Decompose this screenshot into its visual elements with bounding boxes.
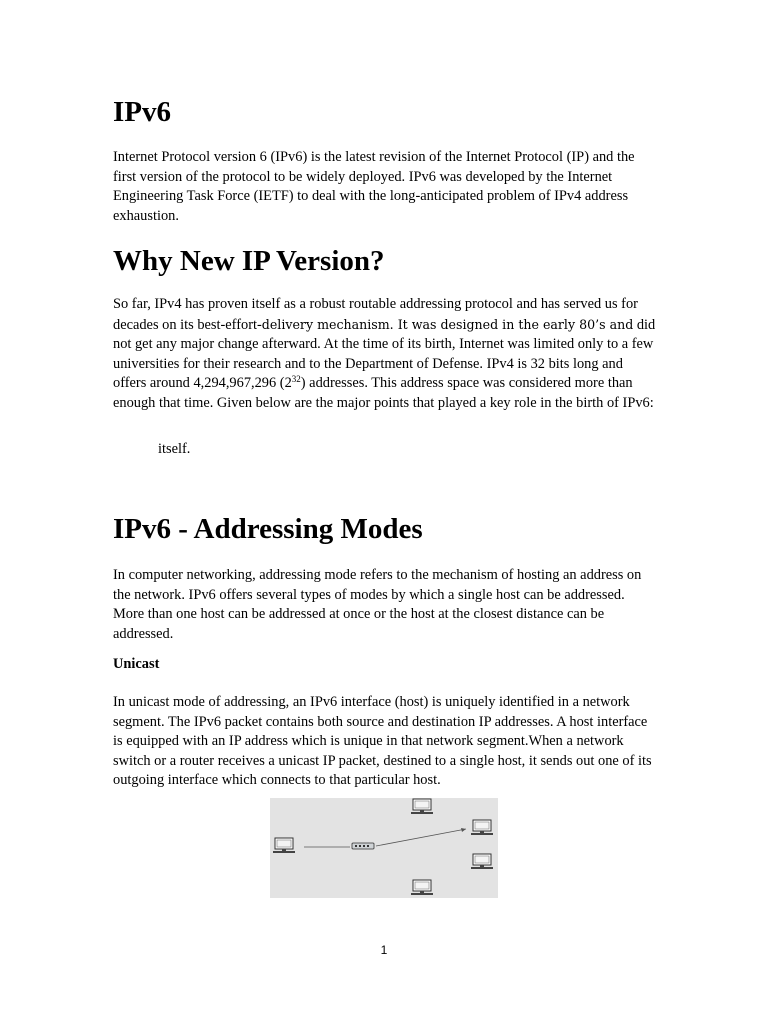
exponent: 32 — [291, 374, 301, 384]
unicast-diagram-svg — [270, 798, 498, 898]
why-new-paragraph — [113, 295, 658, 413]
arrow-head-icon — [461, 828, 466, 832]
unicast-diagram — [270, 798, 498, 898]
computer-icon — [411, 880, 433, 895]
heading-unicast: Unicast — [113, 656, 160, 672]
ipv6-intro-paragraph: Internet Protocol version 6 (IPv6) is the latest revision of the Internet Protocol (IP) and the first version of the protocol to be widely deployed. IPv6 was developed by the Internet Engineering Task Force (IETF) to deal with the long-anticipated problem of IPv4 address exhaustion. — [113, 149, 635, 224]
why-new-text-1: So far, IPv4 has proven itself as a robust routable addressing protocol and has served us for decades on its best-effort- — [113, 296, 638, 333]
link-line — [376, 829, 466, 846]
heading-addressing-modes: IPv6 - Addressing Modes — [113, 513, 423, 545]
addressing-modes-intro: In computer networking, addressing mode refers to the mechanism of hosting an address on the network. IPv6 offers several types of modes by which a single host can be addressed. More than one host can be addressed at once or the host at the closest distance can be addressed. — [113, 567, 642, 642]
heading-ipv6: IPv6 — [113, 96, 171, 128]
computer-icon — [471, 820, 493, 835]
unicast-paragraph: In unicast mode of addressing, an IPv6 interface (host) is uniquely identified in a network segment. The IPv6 packet contains both source and destination IP addresses. A host interface is equipped with an IP address which is unique in that network segment.When a network switch or a router receives a unicast IP packet, destined to a single host, it sends out one of its outgoing interface which connects to that particular host. — [113, 694, 652, 788]
why-new-text-4: ) addresses. This address space was considered more than enough that time. Given below are the major points that played a key role in the birth of IPv6: — [113, 375, 654, 411]
page-number: 1 — [380, 943, 388, 957]
computer-icon — [273, 838, 295, 853]
why-new-text-3: did not get any major change afterward. At the time of its birth, Internet was limited only to a few universities for their research and to the Department of Defense. IPv4 is 32 bits long and offers around 4,294,967,296 (2 — [113, 316, 656, 391]
why-new-text-2: delivery mechanism. It was designed in the early 80’s and — [261, 316, 634, 332]
heading-why-new-ip-version: Why New IP Version? — [113, 245, 385, 277]
bullet-fragment: itself. — [158, 441, 191, 457]
computer-icon — [471, 854, 493, 869]
switch-icon — [352, 843, 374, 849]
computer-icon — [411, 799, 433, 814]
